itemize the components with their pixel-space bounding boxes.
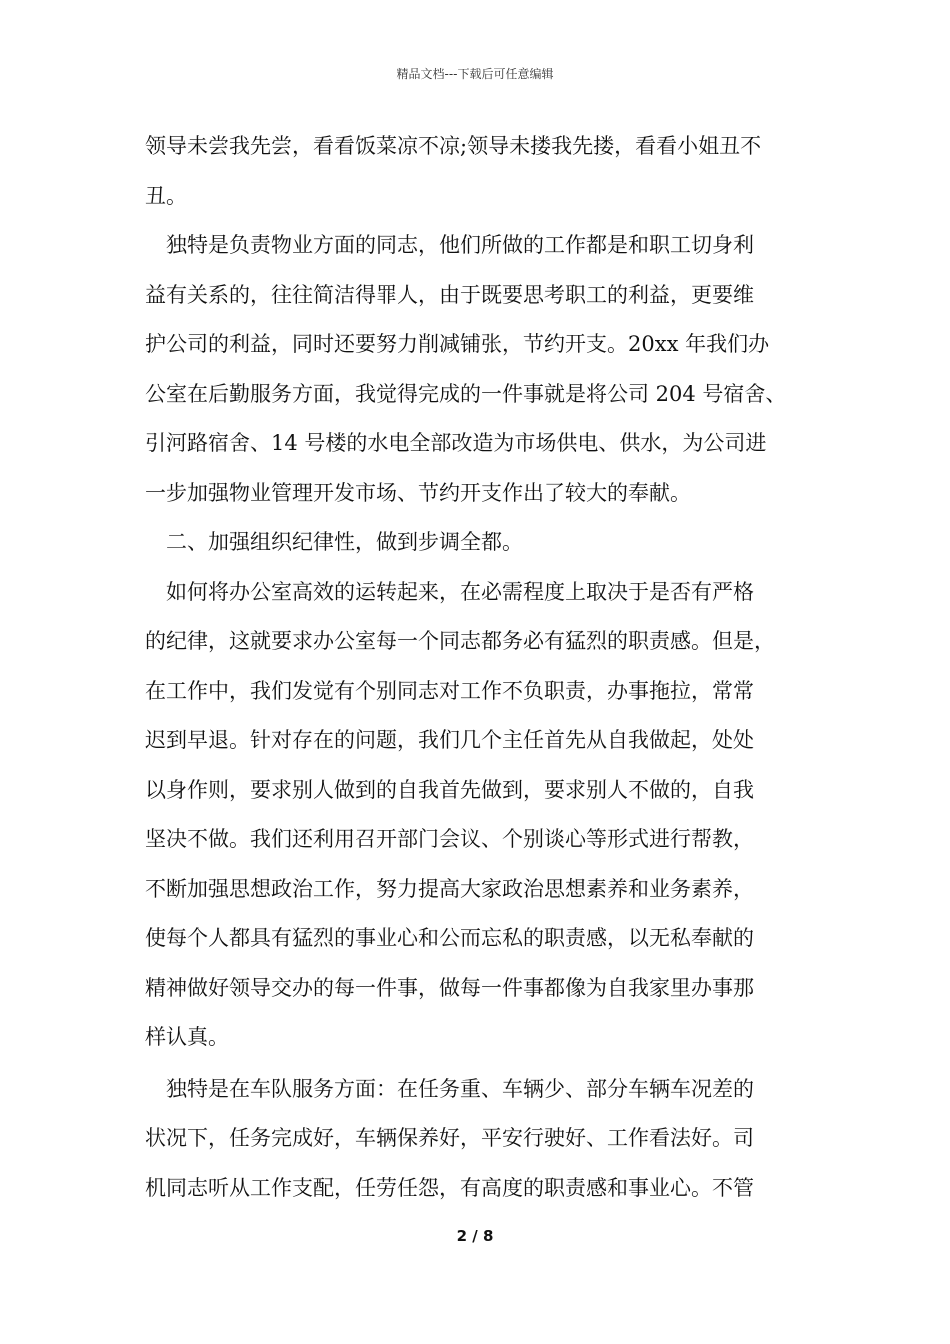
document-body <box>145 126 815 1217</box>
text-line: 公室在后勤服务方面，我觉得完成的一件事就是将公司 204 号宿舍、 <box>145 381 787 406</box>
text-line: 独特是负责物业方面的同志，他们所做的工作都是和职工切身利 <box>145 233 754 257</box>
text-line: 机同志听从工作支配，任劳任怨，有高度的职责感和事业心。不管 <box>145 1175 754 1200</box>
text-line: 独特是在车队服务方面：在任务重、车辆少、部分车辆车况差的 <box>145 1076 754 1101</box>
text-line: 领导未尝我先尝，看看饭菜凉不凉;领导未搂我先搂，看看小姐丑不 <box>145 134 762 158</box>
text-line: 丑。 <box>145 183 187 208</box>
text-line: 护公司的利益，同时还要努力削减铺张，节约开支。20xx 年我们办 <box>145 332 770 356</box>
text-line: 样认真。 <box>145 1025 229 1049</box>
text-line: 一步加强物业管理开发市场、节约开支作出了较大的奉献。 <box>145 480 691 505</box>
text-line: 使每个人都具有猛烈的事业心和公而忘私的职责感，以无私奉献的 <box>145 926 754 950</box>
page-header: 精品文档---下载后可任意编辑 <box>396 67 554 81</box>
text-line: 在工作中，我们发觉有个别同志对工作不负职责，办事拖拉，常常 <box>145 678 754 703</box>
text-line: 益有关系的，往往简洁得罪人，由于既要思考职工的利益，更要维 <box>145 282 754 307</box>
text-line: 如何将办公室高效的运转起来，在必需程度上取决于是否有严格 <box>145 579 754 604</box>
text-line: 的纪律，这就要求办公室每一个同志都务必有猛烈的职责感。但是， <box>145 629 775 653</box>
text-line: 精神做好领导交办的每一件事，做每一件事都像为自我家里办事那 <box>145 975 754 1000</box>
text-line: 以身作则，要求别人做到的自我首先做到，要求别人不做的，自我 <box>145 777 754 802</box>
text-line: 状况下，任务完成好，车辆保养好，平安行驶好、工作看法好。司 <box>145 1126 754 1150</box>
page-number: 2 / 8 <box>456 1227 494 1245</box>
text-line: 不断加强思想政治工作，努力提高大家政治思想素养和业务素养， <box>145 876 754 901</box>
text-line: 坚决不做。我们还利用召开部门会议、个别谈心等形式进行帮教， <box>145 827 754 851</box>
text-line: 迟到早退。针对存在的问题，我们几个主任首先从自我做起，处处 <box>145 728 754 752</box>
section-heading: 二、加强组织纪律性，做到步调全都。 <box>145 530 523 554</box>
text-line: 引河路宿舍、14 号楼的水电全部改造为市场供电、供水，为公司进 <box>145 431 767 455</box>
